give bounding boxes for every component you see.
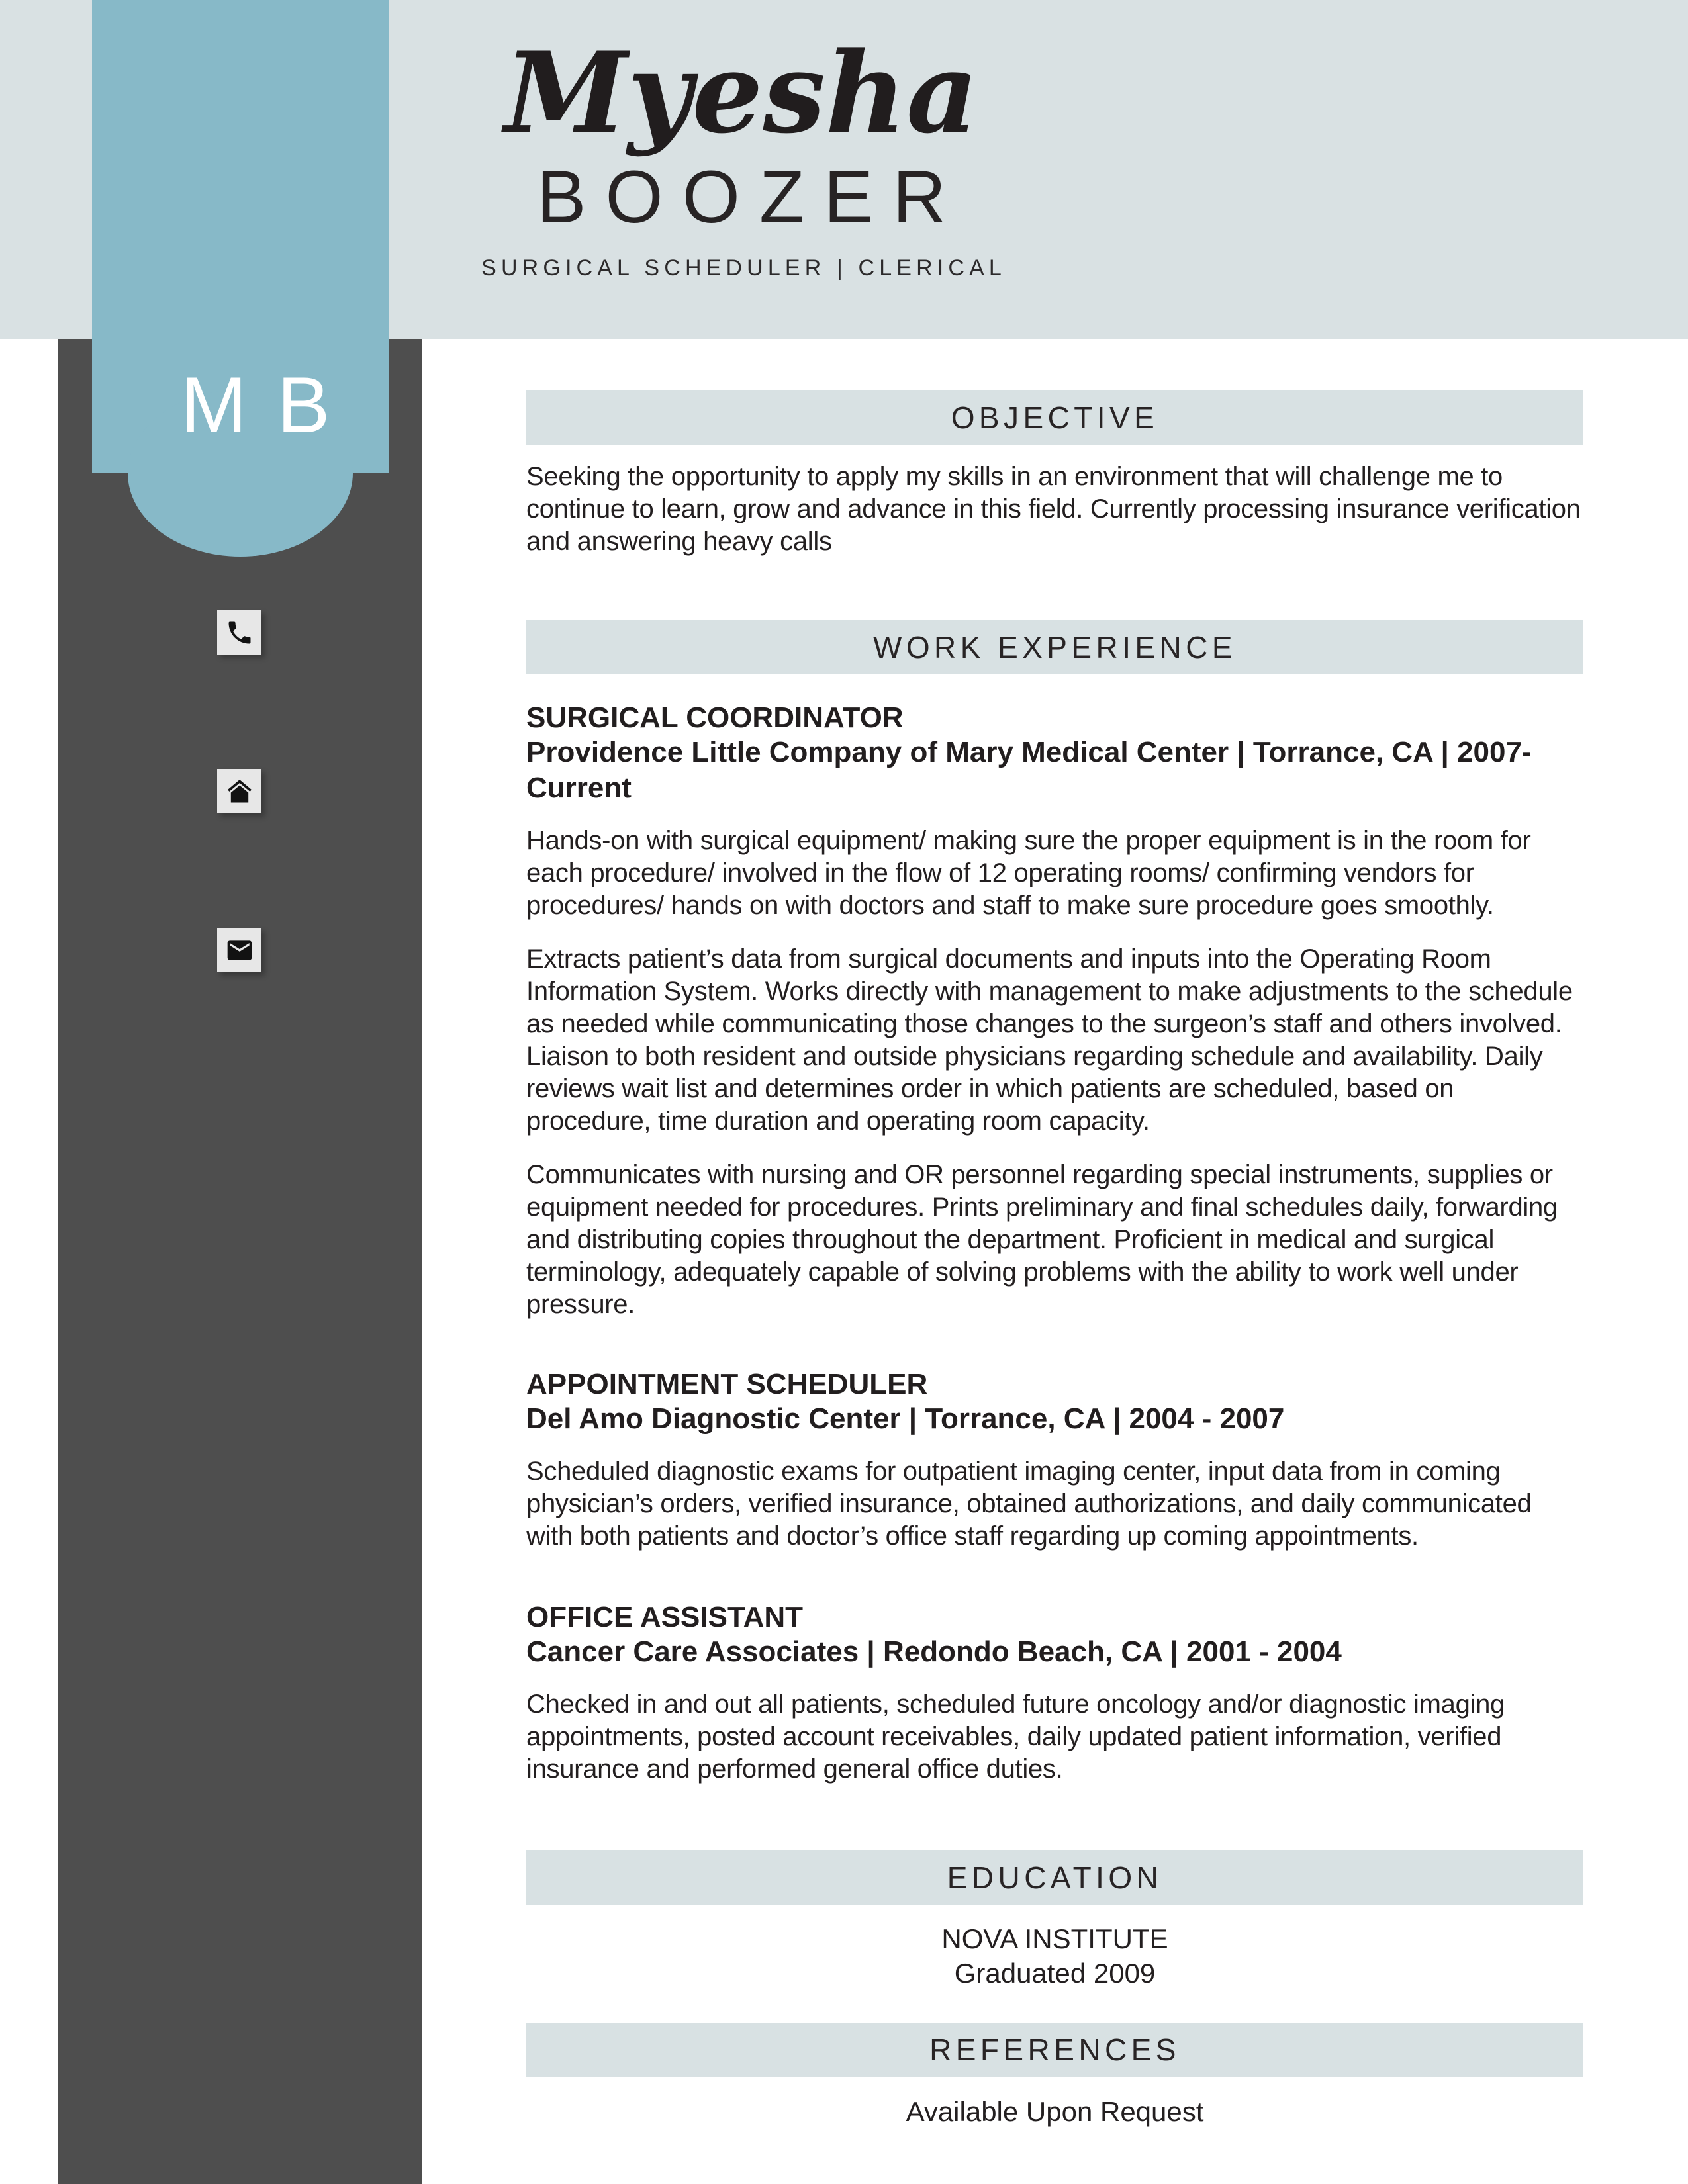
job-meta: Cancer Care Associates | Redondo Beach, CA | 2001 - 2004	[526, 1635, 1342, 1668]
job-role: OFFICE ASSISTANT	[526, 1601, 803, 1633]
job-paragraph: Hands-on with surgical equipment/ making sure the proper equipment is in the room for each procedure/ involved in the flow of 12 operating rooms/ confirming vendors for procedures/ hands on with doctors and staff to make sure procedure goes smoothly.	[526, 826, 1531, 920]
job-paragraph: Scheduled diagnostic exams for outpatient imaging center, input data from in coming physician’s orders, verified insurance, obtained authorizations, and daily communicated with both patients and doctor’s office staff regarding up coming appointments.	[526, 1457, 1532, 1551]
name-block	[410, 27, 1072, 281]
home-icon	[225, 777, 254, 806]
job-paragraph: Extracts patient’s data from surgical documents and inputs into the Operating Room Information System. Works directly with management to make adjustments to the schedule as needed while communicating those changes to the surgeon’s staff and others involved. Liaison to both resident and outside physicians regarding schedule and availability. Daily reviews wait list and determines order in which patients are scheduled, based on procedure, time duration and operating room capacity.	[526, 944, 1573, 1136]
section-header-references: REFERENCES	[526, 2023, 1583, 2077]
section-header-objective: OBJECTIVE	[526, 390, 1583, 445]
section-header-work-experience: WORK EXPERIENCE	[526, 620, 1583, 674]
job-paragraph: Checked in and out all patients, scheduled future oncology and/or diagnostic imaging appointments, posted account receivables, daily updated patient information, verified insurance and performed general office duties.	[526, 1690, 1505, 1784]
job-role: APPOINTMENT SCHEDULER	[526, 1368, 928, 1400]
main-column	[526, 0, 1583, 2128]
education-detail: Graduated 2009	[954, 1958, 1156, 1989]
job-meta: Providence Little Company of Mary Medical Center | Torrance, CA | 2007- Current	[526, 736, 1532, 804]
last-name: BOOZER	[536, 156, 966, 239]
job-tagline: SURGICAL SCHEDULER | CLERICAL	[481, 255, 1006, 281]
mail-icon	[225, 936, 254, 965]
monogram-initials: MB	[180, 361, 361, 449]
phone-icon	[225, 618, 254, 647]
home-tile	[217, 769, 261, 813]
job-paragraph: Communicates with nursing and OR personnel regarding special instruments, supplies or equipment needed for procedures. Prints preliminary and final schedules daily, forwarding and distributing copies throughout the department. Proficient in medical and surgical terminology, adequately capable of solving problems with the ability to work well under pressure.	[526, 1160, 1558, 1319]
job-meta: Del Amo Diagnostic Center | Torrance, CA | 2004 - 2007	[526, 1402, 1285, 1435]
objective-text: Seeking the opportunity to apply my skills in an environment that will challenge me to continue to learn, grow and advance in this field. Currently processing insurance verification and answering heavy calls	[526, 462, 1581, 556]
phone-tile	[217, 610, 261, 655]
mail-tile	[217, 928, 261, 972]
section-header-education: EDUCATION	[526, 1850, 1583, 1905]
first-name: Myesha	[504, 27, 979, 158]
job-role: SURGICAL COORDINATOR	[526, 702, 904, 734]
references-text: Available Upon Request	[906, 2096, 1204, 2127]
education-school: NOVA INSTITUTE	[941, 1923, 1168, 1954]
education-block	[526, 1922, 1583, 1991]
